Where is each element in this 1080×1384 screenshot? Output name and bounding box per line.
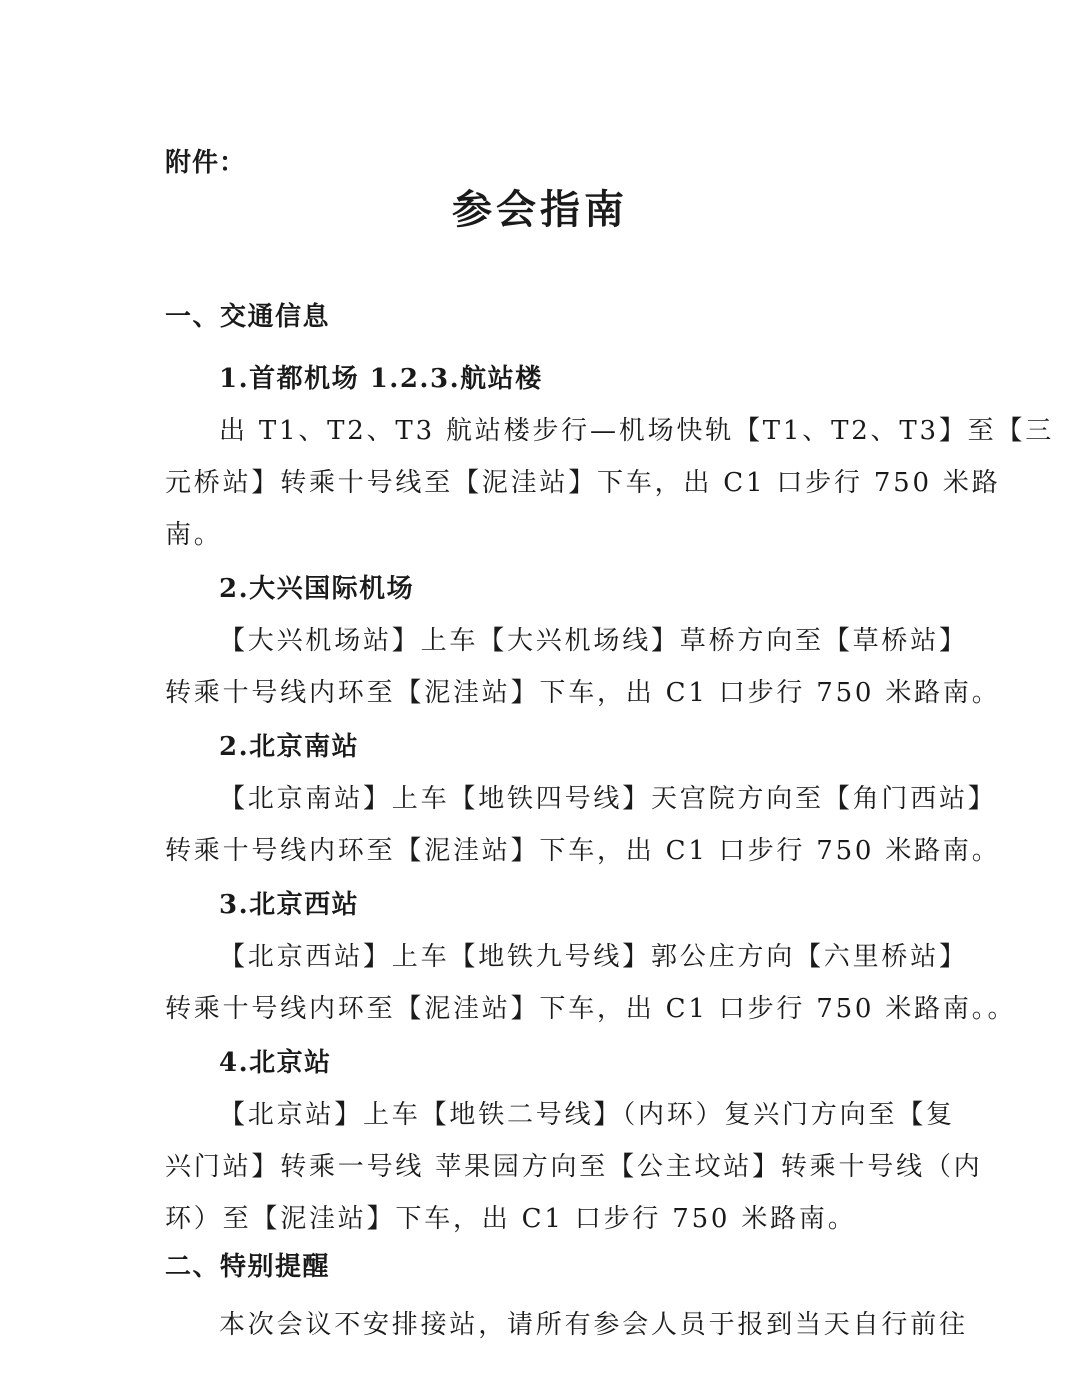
page-title: 参会指南 bbox=[452, 187, 628, 233]
paragraph-line: 转乘十号线内环至【泥洼站】下车，出 C1 口步行 750 米路南。 bbox=[165, 836, 1001, 866]
paragraph-line: 【北京西站】上车【地铁九号线】郭公庄方向【六里桥站】 bbox=[219, 942, 968, 972]
paragraph-line: 【大兴机场站】上车【大兴机场线】草桥方向至【草桥站】 bbox=[219, 626, 968, 656]
paragraph-line: 元桥站】转乘十号线至【泥洼站】下车，出 C1 口步行 750 米路 bbox=[165, 468, 1001, 498]
attachment-label: 附件： bbox=[165, 148, 247, 178]
paragraph-line: 出 T1、T2、T3 航站楼步行—机场快轨【T1、T2、T3】至【三 bbox=[219, 416, 1055, 446]
paragraph-line: 本次会议不安排接站，请所有参会人员于报到当天自行前往 bbox=[219, 1310, 968, 1340]
paragraph-line: 兴门站】转乘一号线 苹果园方向至【公主坟站】转乘十号线（内 bbox=[165, 1152, 983, 1182]
section-heading-transport: 一、交通信息 bbox=[165, 302, 331, 332]
paragraph-line: 【北京站】上车【地铁二号线】（内环）复兴门方向至【复 bbox=[219, 1100, 955, 1130]
item-heading-beijing-station: 4.北京站 bbox=[219, 1048, 332, 1078]
item-heading-capital-airport: 1.首都机场 1.2.3.航站楼 bbox=[219, 364, 543, 394]
paragraph-line: 转乘十号线内环至【泥洼站】下车，出 C1 口步行 750 米路南。 bbox=[165, 678, 1001, 708]
paragraph-line: 【北京南站】上车【地铁四号线】天宫院方向至【角门西站】 bbox=[219, 784, 997, 814]
paragraph-line: 南。 bbox=[165, 520, 223, 550]
item-heading-beijing-west: 3.北京西站 bbox=[219, 890, 360, 920]
paragraph-line: 转乘十号线内环至【泥洼站】下车，出 C1 口步行 750 米路南。。 bbox=[165, 994, 1017, 1024]
item-heading-beijing-south: 2.北京南站 bbox=[219, 732, 360, 762]
item-heading-daxing-airport: 2.大兴国际机场 bbox=[219, 574, 415, 604]
paragraph-line: 环）至【泥洼站】下车，出 C1 口步行 750 米路南。 bbox=[165, 1204, 857, 1234]
section-heading-reminder: 二、特别提醒 bbox=[165, 1252, 331, 1282]
